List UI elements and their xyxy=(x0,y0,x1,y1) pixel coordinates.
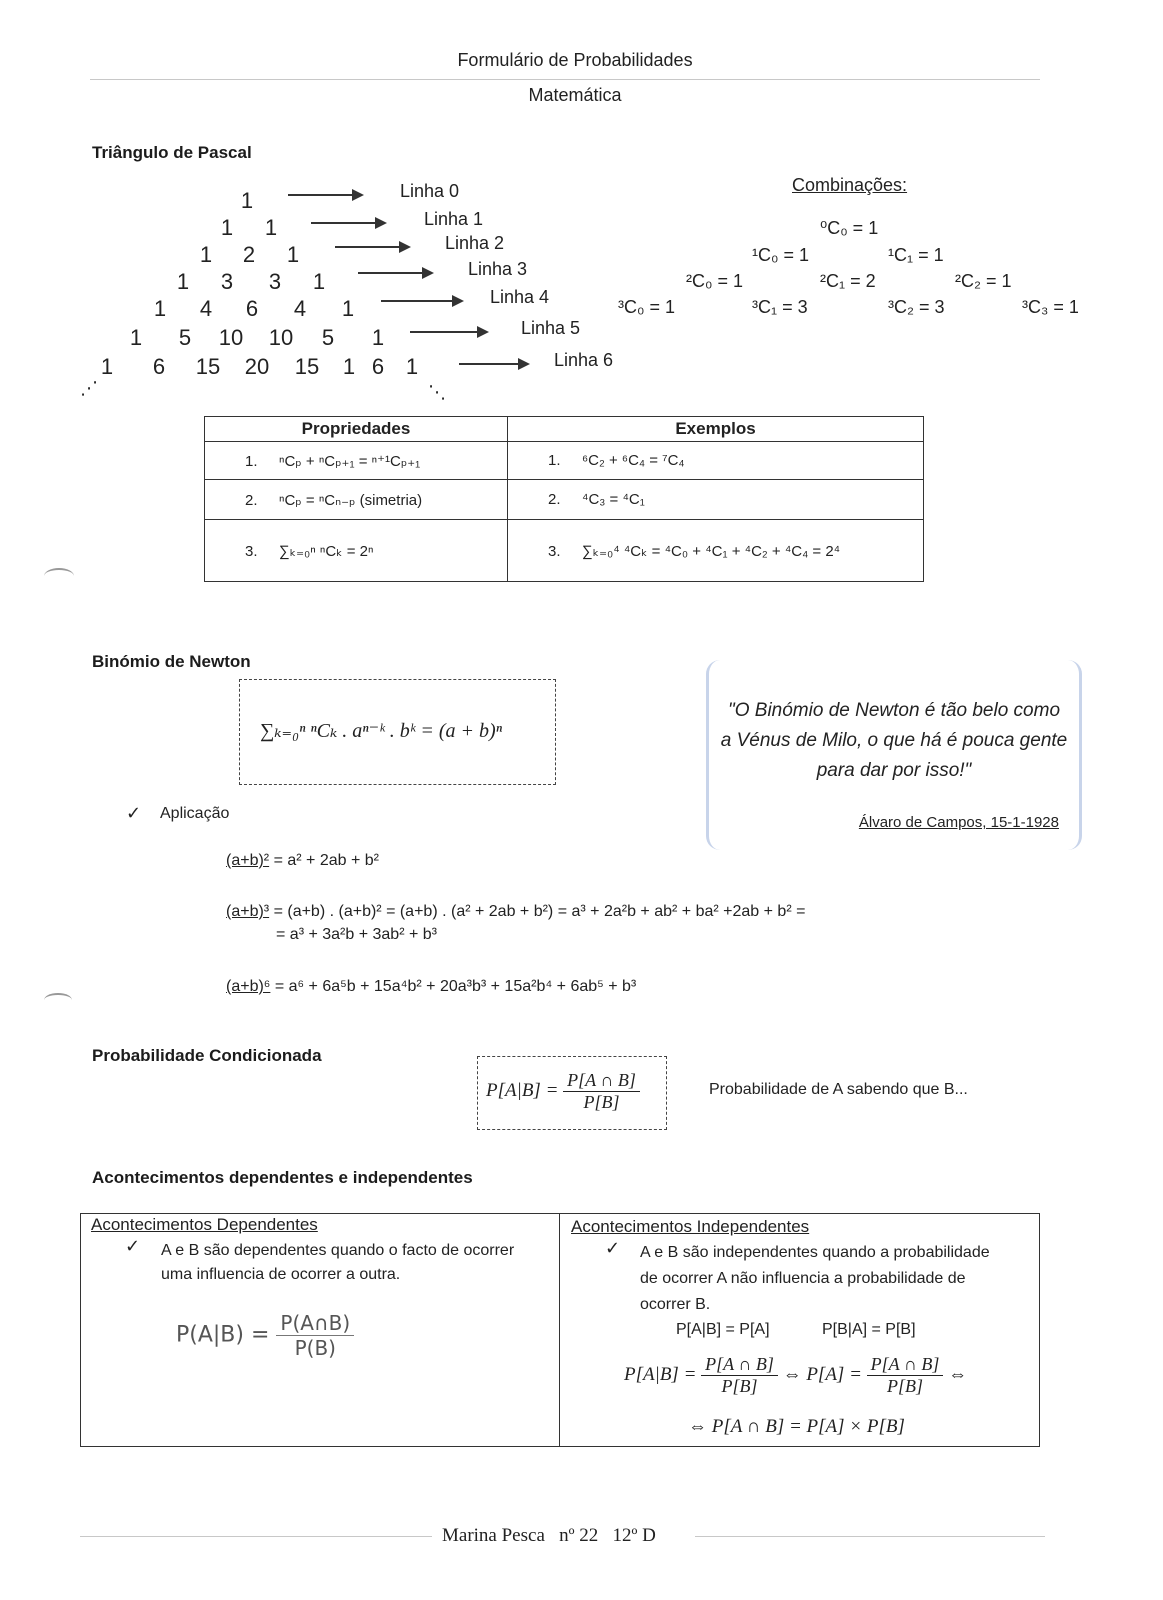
conditional-numerator: P[A ∩ B] xyxy=(563,1070,640,1092)
quote-line-2: a Vénus de Milo, o que há é pouca gente xyxy=(720,730,1068,751)
combination-value: ³C₂ = 3 xyxy=(888,297,945,317)
linha-label: Linha 2 xyxy=(445,233,505,253)
independence-final: ⇔ P[A ∩ B] = P[A] × P[B] xyxy=(688,1416,905,1437)
eq2-end: ⇔ xyxy=(948,1363,968,1385)
property-formula: ⁿCₚ + ⁿCₚ₊₁ = ⁿ⁺¹Cₚ₊₁ xyxy=(279,452,421,470)
scan-mark xyxy=(44,993,72,1007)
arrow-icon xyxy=(459,363,528,365)
pascal-number: 1 xyxy=(312,269,326,294)
expansion-rhs: = (a+b) . (a+b)² = (a+b) . (a² + 2ab + b²) = a³ + 2a²b + ab² + ba² +2ab + b² = xyxy=(269,903,806,920)
linha-label: Linha 6 xyxy=(554,350,614,370)
pascal-number: 4 xyxy=(293,296,307,321)
combination-value: ⁰C₀ = 1 xyxy=(820,218,879,238)
combination-value: ³C₀ = 1 xyxy=(618,297,675,317)
conditional-lhs: P[A|B] = xyxy=(486,1079,559,1101)
conditional-description: Probabilidade de A sabendo que B... xyxy=(709,1081,968,1098)
row-number: 2. xyxy=(245,491,258,509)
expansion-line-1 xyxy=(226,852,379,870)
pascal-number: 1 xyxy=(286,242,300,267)
pascal-number: 1 xyxy=(100,354,114,379)
pascal-number: 20 xyxy=(244,354,270,379)
quote-line-3: para dar por isso!" xyxy=(816,760,972,781)
ellipsis-left: ⋰ xyxy=(80,378,98,398)
pascal-number: 1 xyxy=(176,269,190,294)
pascal-number: 1 xyxy=(240,188,254,213)
eq2-denominator: P[B] xyxy=(886,1376,923,1396)
document-subtitle: Matemática xyxy=(528,85,622,105)
pascal-number: 6 xyxy=(371,354,385,379)
arrow-icon xyxy=(358,272,432,274)
expansion-line-2 xyxy=(226,903,805,921)
independent-column xyxy=(560,1214,1038,1446)
quote-author: Álvaro de Campos, 15-1-1928 xyxy=(858,814,1059,831)
dependent-column xyxy=(81,1214,560,1446)
example-formula: ⁶C₂ + ⁶C₄ = ⁷C₄ xyxy=(582,452,685,469)
pascal-number: 1 xyxy=(199,242,213,267)
linha-label: Linha 0 xyxy=(400,181,460,201)
combination-value: ²C₀ = 1 xyxy=(686,271,743,291)
footer-author: Marina Pesca nº 22 12º D xyxy=(442,1525,656,1546)
table-row xyxy=(205,442,924,480)
independent-text-2: de ocorrer A não influencia a probabilidade de xyxy=(640,1270,966,1287)
pascal-number: 2 xyxy=(242,242,256,267)
conditional-formula-box xyxy=(477,1056,667,1130)
arrow-icon xyxy=(311,222,385,224)
quote-box xyxy=(706,660,1082,850)
independent-equality-1: P[A|B] = P[A] xyxy=(676,1321,770,1338)
example-formula: ∑ₖ₌₀⁴ ⁴Cₖ = ⁴C₀ + ⁴C₁ + ⁴C₂ + ⁴C₄ = 2⁴ xyxy=(582,542,841,560)
pascal-number: 3 xyxy=(268,269,282,294)
scan-mark xyxy=(44,568,74,584)
pascal-number: 15 xyxy=(195,354,221,379)
pascal-number: 4 xyxy=(199,296,213,321)
linha-label: Linha 4 xyxy=(490,287,550,307)
pascal-number: 1 xyxy=(220,215,234,240)
footer-line-left xyxy=(80,1536,432,1537)
properties-table xyxy=(204,416,924,582)
pascal-number: 5 xyxy=(178,325,192,350)
pascal-number: 10 xyxy=(218,325,244,350)
ellipsis-right: ⋱ xyxy=(428,382,446,402)
check-icon: ✓ xyxy=(125,1236,141,1256)
application-label: Aplicação xyxy=(160,805,230,822)
conditional-heading: Probabilidade Condicionada xyxy=(92,1046,322,1065)
dependent-title: Acontecimentos Dependentes xyxy=(91,1215,318,1234)
eq1-mid: ⇔ P[A] = xyxy=(782,1363,862,1385)
row-number: 2. xyxy=(548,491,561,508)
eq1-numerator: P[A ∩ B] xyxy=(701,1354,778,1376)
independent-text-1: A e B são independentes quando a probabilidade xyxy=(640,1244,990,1261)
row-number: 1. xyxy=(548,452,561,469)
conditional-denominator: P[B] xyxy=(583,1092,620,1112)
events-heading: Acontecimentos dependentes e independentes xyxy=(92,1168,473,1187)
pascal-number: 1 xyxy=(405,354,419,379)
arrow-icon xyxy=(381,300,462,302)
expansion-rhs: = a² + 2ab + b² xyxy=(269,852,379,869)
expansion-lhs: (a+b)² xyxy=(226,852,270,869)
pascal-number: 15 xyxy=(294,354,320,379)
linha-label: Linha 3 xyxy=(468,259,528,279)
table-row xyxy=(205,520,924,582)
handwritten-numerator: P(A∩B) xyxy=(276,1311,354,1336)
expansion-line-3: = a³ + 3a²b + 3ab² + b³ xyxy=(276,926,437,943)
footer-line-right xyxy=(695,1536,1045,1537)
pascal-number: 1 xyxy=(153,296,167,321)
conditional-formula xyxy=(486,1070,640,1113)
eq2-numerator: P[A ∩ B] xyxy=(867,1354,944,1376)
independence-equation xyxy=(624,1354,967,1397)
pascal-number: 1 xyxy=(129,325,143,350)
row-number: 3. xyxy=(548,542,561,560)
pascal-number: 3 xyxy=(220,269,234,294)
pascal-number: 6 xyxy=(152,354,166,379)
expansion-lhs: (a+b)³ xyxy=(226,903,270,920)
independent-equality-2: P[B|A] = P[B] xyxy=(822,1321,916,1338)
expansion-lhs: (a+b)⁶ xyxy=(226,978,271,995)
check-icon: ✓ xyxy=(126,803,142,823)
independent-text-3: ocorrer B. xyxy=(640,1296,711,1313)
handwritten-formula xyxy=(176,1311,354,1360)
check-icon: ✓ xyxy=(605,1238,621,1258)
eq1-denominator: P[B] xyxy=(721,1376,758,1396)
pascal-heading: Triângulo de Pascal xyxy=(92,143,252,162)
handwritten-denominator: P(B) xyxy=(294,1336,336,1360)
expansion-line-4 xyxy=(226,978,636,996)
combination-value: ³C₁ = 3 xyxy=(752,297,808,317)
combinations-heading: Combinações: xyxy=(792,175,908,195)
eq1-lhs: P[A|B] = xyxy=(624,1363,697,1385)
pascal-number: 1 xyxy=(341,296,355,321)
combination-value: ¹C₀ = 1 xyxy=(752,245,809,265)
pascal-number: 6 xyxy=(245,296,259,321)
binomial-heading: Binómio de Newton xyxy=(92,652,251,671)
combination-value: ²C₁ = 2 xyxy=(820,271,876,291)
binomial-formula: ∑ₖ₌₀ⁿ ⁿCₖ . aⁿ⁻ᵏ . bᵏ = (a + b)ⁿ xyxy=(260,720,503,742)
handwritten-lhs: P(A|B) = xyxy=(176,1322,270,1348)
combination-value: ¹C₁ = 1 xyxy=(888,245,944,265)
events-table xyxy=(80,1213,1040,1447)
dependent-text-2: uma influencia de ocorrer a outra. xyxy=(161,1266,401,1283)
dependent-text-1: A e B são dependentes quando o facto de ocorrer xyxy=(161,1242,515,1259)
pascal-number: 1 xyxy=(264,215,278,240)
linha-label: Linha 5 xyxy=(521,318,581,338)
header-divider xyxy=(90,79,1040,80)
arrow-icon xyxy=(288,194,362,196)
quote-line-1: "O Binómio de Newton é tão belo como xyxy=(727,700,1061,721)
row-number: 1. xyxy=(245,452,258,470)
row-number: 3. xyxy=(245,542,258,560)
pascal-number: 5 xyxy=(321,325,335,350)
table-header-properties: Propriedades xyxy=(205,417,508,442)
table-row xyxy=(205,480,924,520)
binomial-formula-box xyxy=(239,679,556,785)
property-formula: ∑ₖ₌₀ⁿ ⁿCₖ = 2ⁿ xyxy=(279,542,374,560)
combination-value: ²C₂ = 1 xyxy=(955,271,1012,291)
document-title: Formulário de Probabilidades xyxy=(457,50,693,70)
pascal-number: 1 xyxy=(342,354,356,379)
arrow-icon xyxy=(335,246,409,248)
property-formula: ⁿCₚ = ⁿCₙ₋ₚ (simetria) xyxy=(279,491,423,509)
arrow-icon xyxy=(410,331,487,333)
table-header-examples: Exemplos xyxy=(508,417,924,442)
example-formula: ⁴C₃ = ⁴C₁ xyxy=(582,491,645,508)
combination-value: ³C₃ = 1 xyxy=(1022,297,1079,317)
expansion-rhs: = a⁶ + 6a⁵b + 15a⁴b² + 20a³b³ + 15a²b⁴ + 6ab⁵ + b³ xyxy=(270,978,637,995)
pascal-number: 10 xyxy=(268,325,294,350)
independent-title: Acontecimentos Independentes xyxy=(571,1217,810,1236)
linha-label: Linha 1 xyxy=(424,209,484,229)
pascal-number: 1 xyxy=(371,325,385,350)
